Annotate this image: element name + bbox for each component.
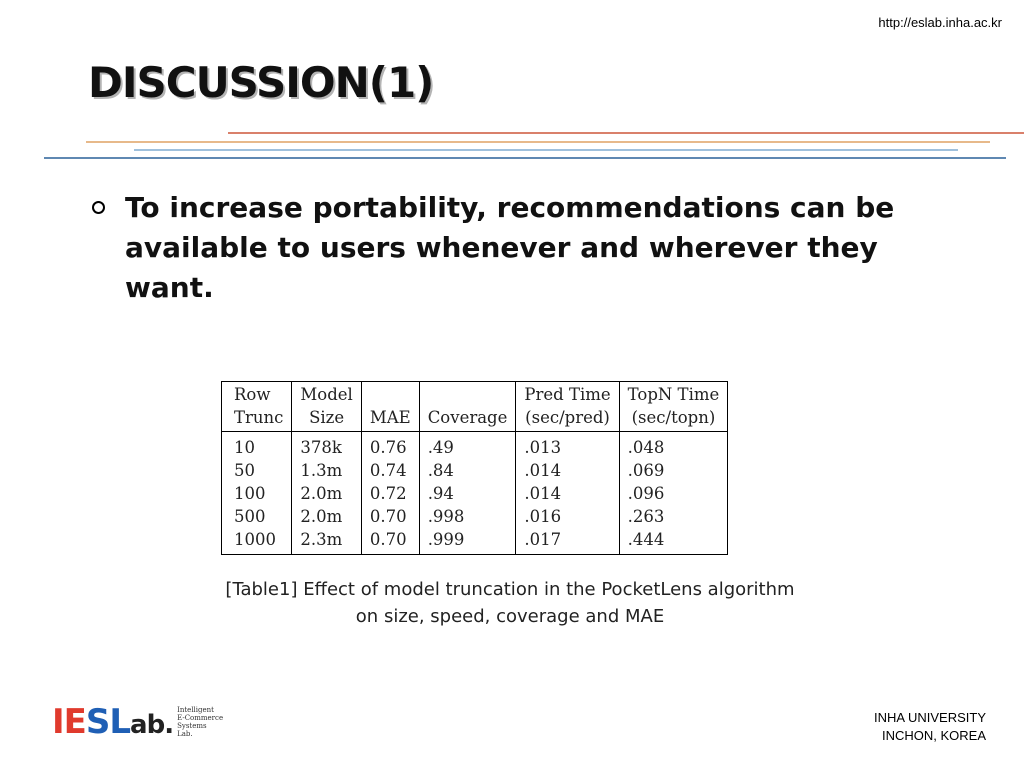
cell-pred-time: .016 — [516, 505, 619, 528]
logo-sl: SL — [85, 702, 131, 742]
cell-row-trunc: 100 — [234, 484, 266, 503]
footer-line-2: INCHON, KOREA — [881, 728, 986, 743]
cell-mae: 0.70 — [361, 528, 419, 555]
header-mae: MAE — [361, 382, 419, 432]
caption-line-1: [Table1] Effect of model truncation in the PocketLens algorithm — [225, 579, 795, 600]
page-title: DISCUSSION(1) — [88, 58, 434, 107]
cell-coverage: .999 — [419, 528, 516, 555]
cell-model-size: 2.0m — [292, 505, 361, 528]
cell-model-size: 378k — [292, 432, 361, 460]
cell-row-trunc: 50 — [234, 461, 255, 480]
cell-coverage: .84 — [419, 459, 516, 482]
rule-blue — [44, 157, 1006, 159]
cell-mae: 0.74 — [361, 459, 419, 482]
logo-line-3: Systems — [177, 722, 207, 730]
truncation-results-table — [221, 381, 728, 555]
footer-institution — [874, 709, 986, 745]
table-row — [222, 482, 728, 505]
cell-coverage: .998 — [419, 505, 516, 528]
cell-model-size: 2.3m — [292, 528, 361, 555]
cell-pred-time: .013 — [516, 432, 619, 460]
cell-coverage: .94 — [419, 482, 516, 505]
header-coverage: Coverage — [419, 382, 516, 432]
header-url: http://eslab.inha.ac.kr — [878, 15, 1002, 30]
caption-line-2: on size, speed, coverage and MAE — [355, 606, 665, 627]
cell-coverage: .49 — [419, 432, 516, 460]
header-row-trunc: Row Trunc — [222, 382, 292, 432]
hollow-circle-bullet-icon — [92, 201, 105, 214]
table-row — [222, 432, 728, 460]
footer-line-1: INHA UNIVERSITY — [874, 710, 986, 725]
rule-orange — [86, 141, 990, 143]
header-pred-time: Pred Time (sec/pred) — [516, 382, 619, 432]
bullet-item — [92, 188, 922, 308]
cell-model-size: 2.0m — [292, 482, 361, 505]
cell-row-trunc: 500 — [234, 507, 266, 526]
table-caption — [100, 576, 920, 630]
cell-model-size: 1.3m — [292, 459, 361, 482]
cell-mae: 0.76 — [361, 432, 419, 460]
cell-topn-time: .444 — [619, 528, 728, 555]
logo-line-2: E-Commerce — [177, 714, 224, 722]
cell-row-trunc: 10 — [234, 438, 255, 457]
cell-pred-time: .014 — [516, 482, 619, 505]
bullet-text: To increase portability, recommendations can be available to users whenever and wherever they want. — [125, 191, 895, 304]
cell-mae: 0.72 — [361, 482, 419, 505]
cell-pred-time: .014 — [516, 459, 619, 482]
ieslab-logo — [52, 702, 223, 745]
table-header-row — [222, 382, 728, 432]
cell-topn-time: .263 — [619, 505, 728, 528]
rule-light-blue — [134, 149, 958, 151]
cell-mae: 0.70 — [361, 505, 419, 528]
cell-row-trunc: 1000 — [234, 530, 276, 549]
table-row — [222, 528, 728, 555]
cell-topn-time: .048 — [619, 432, 728, 460]
rule-red — [228, 132, 1024, 134]
logo-line-1: Intelligent — [177, 706, 214, 714]
header-model-size: Model Size — [292, 382, 361, 432]
table-row — [222, 459, 728, 482]
cell-pred-time: .017 — [516, 528, 619, 555]
table-row — [222, 505, 728, 528]
logo-ie: IE — [52, 702, 86, 742]
logo-wordmark — [52, 702, 173, 745]
logo-ab: ab. — [130, 710, 174, 740]
header-topn-time: TopN Time (sec/topn) — [619, 382, 728, 432]
cell-topn-time: .069 — [619, 459, 728, 482]
logo-line-4: Lab. — [177, 730, 193, 738]
logo-subtext — [177, 706, 223, 738]
cell-topn-time: .096 — [619, 482, 728, 505]
